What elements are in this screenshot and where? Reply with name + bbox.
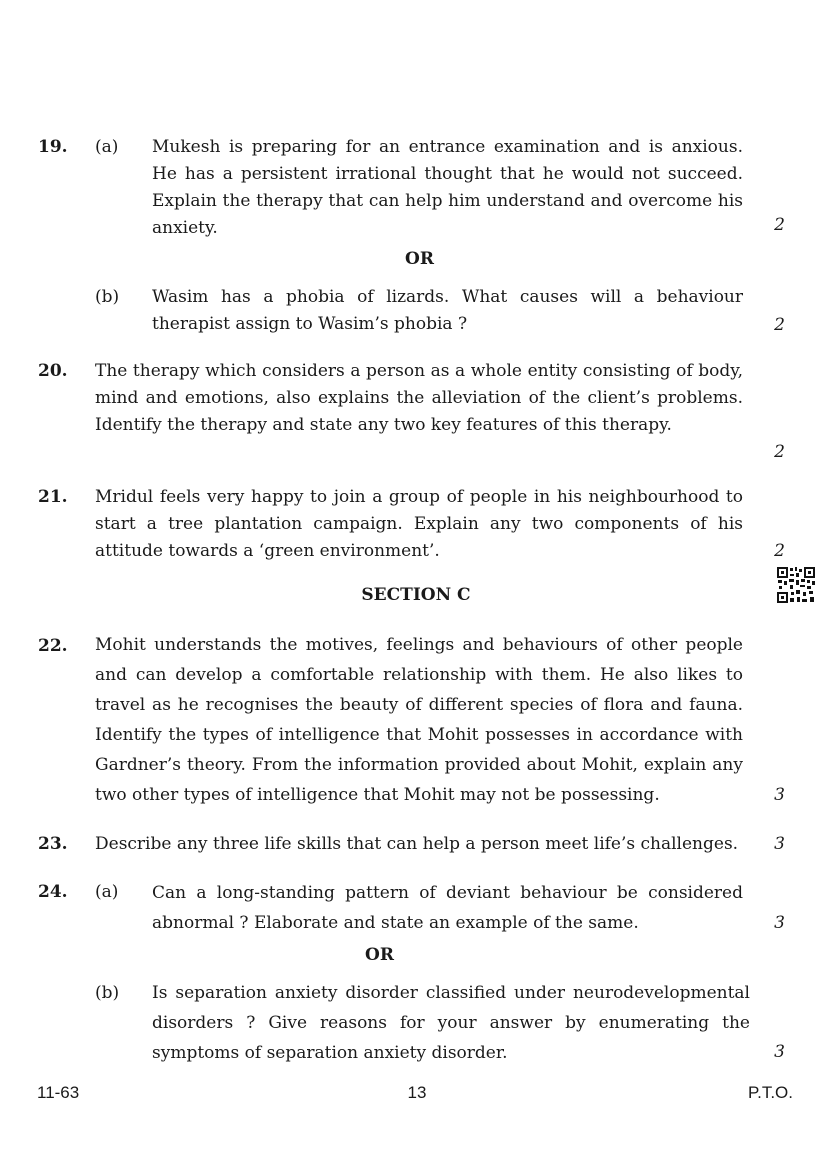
q24-a-text: Can a long-standing pattern of deviant behaviour be considered abnormal ? Elaborate and state an example of the same. [152,883,743,933]
q19-b-marks: 2 [774,315,785,335]
q19-a-label: (a) [95,137,119,157]
q19-b-text: Wasim has a phobia of lizards. What causes will a behaviour therapist assign to Wasim’s phobia ? [152,287,743,334]
q19-a-marks: 2 [774,215,785,235]
question-number-19: 19. [38,137,68,157]
q20-text: The therapy which considers a person as a whole entity consisting of body, mind and emotions, also explains the alleviation of the client’s problems. Identify the therapy and state any two key features of this therapy. [95,361,743,435]
question-number-21: 21. [38,487,68,507]
q21-marks: 2 [774,541,785,561]
q24-a-label: (a) [95,882,119,902]
section-heading: SECTION C [361,585,471,605]
q19-or: OR [405,249,434,269]
q22-marks: 3 [774,785,785,805]
paper-code: 11-63 [37,1083,80,1102]
q24-b-text: Is separation anxiety disorder classified under neurodevelopmental disorders ? Give reasons for your answer by enumerating the symptoms of separation anxiety disorder. [152,983,750,1063]
q23-marks: 3 [774,834,785,854]
q24-or: OR [365,945,394,965]
q19-a-text: Mukesh is preparing for an entrance examination and is anxious. He has a persistent irrational thought that he would not succeed. Explain the therapy that can help him understand and overcome his anxiety. [152,137,743,238]
q20-marks: 2 [774,442,785,462]
question-number-22: 22. [38,636,68,656]
question-number-24: 24. [38,882,68,902]
page-number: 13 [407,1083,427,1102]
question-number-20: 20. [38,361,68,381]
q24-b-label: (b) [95,983,120,1003]
q24-b-marks: 3 [774,1042,785,1062]
q24-a-marks: 3 [774,913,785,933]
question-number-23: 23. [38,834,68,854]
q21-text: Mridul feels very happy to join a group of people in his neighbourhood to start a tree plantation campaign. Explain any two components of his attitude towards a ‘green environment’. [95,487,743,561]
q19-b-label: (b) [95,287,120,307]
q22-text: Mohit understands the motives, feelings and behaviours of other people and can develop a comfortable relationship with them. He also likes to travel as he recognises the beauty of different species of flora and fauna. Identify the types of intelligence that Mohit possesses in accordance with Gardner’s theory. From the information provided about Mohit, explain any two other types of intelligence that Mohit may not be possessing. [95,635,743,805]
q23-text: Describe any three life skills that can help a person meet life’s challenges. [95,834,739,854]
pto-label: P.T.O. [747,1083,793,1102]
